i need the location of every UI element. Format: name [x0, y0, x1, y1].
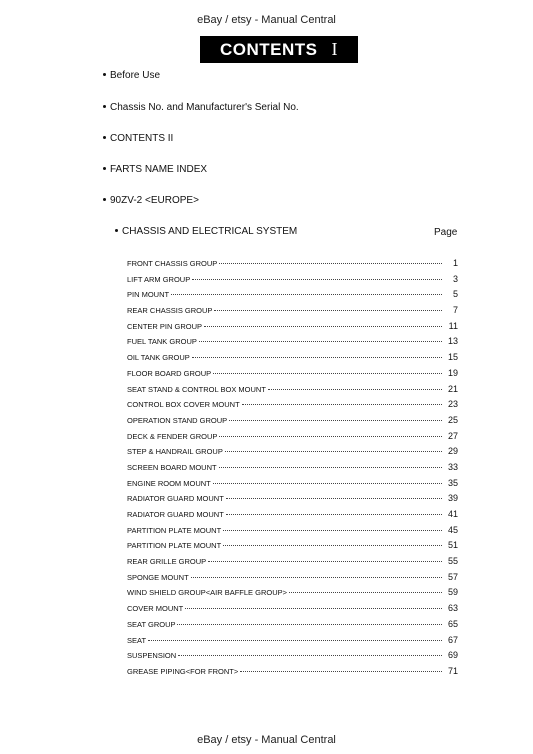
toc-list	[127, 258, 458, 682]
dot-leader	[214, 310, 442, 311]
toc-row[interactable]	[127, 321, 458, 337]
toc-page-number: 13	[447, 336, 458, 347]
toc-entry-name: SCREEN BOARD MOUNT	[127, 462, 217, 472]
toc-page-number: 35	[447, 477, 458, 488]
toc-entry-name: OPERATION STAND GROUP	[127, 415, 228, 425]
toc-row[interactable]	[127, 384, 458, 400]
bullet-contents-ii[interactable]	[103, 133, 173, 144]
dot-leader	[192, 357, 442, 358]
toc-row[interactable]	[127, 540, 458, 556]
bullet-icon	[115, 229, 118, 232]
bullet-label: 90ZV-2 <EUROPE>	[110, 195, 199, 206]
bullet-parts-name-index[interactable]	[103, 164, 207, 175]
toc-page-number: 19	[447, 367, 458, 378]
banner-roman-numeral: I	[331, 39, 338, 59]
bullet-label: FARTS NAME INDEX	[110, 164, 208, 175]
bullet-before-use[interactable]	[103, 70, 160, 81]
toc-row[interactable]	[127, 556, 458, 572]
dot-leader	[192, 279, 442, 280]
watermark-bottom: eBay / etsy - Manual Central	[197, 734, 336, 746]
toc-page-number: 41	[447, 509, 458, 519]
dot-leader	[148, 640, 442, 641]
dot-leader	[191, 577, 442, 578]
dot-leader	[171, 294, 442, 295]
dot-leader	[226, 498, 442, 499]
toc-entry-name: REAR CHASSIS GROUP	[127, 306, 213, 316]
toc-entry-name: WIND SHIELD GROUP<AIR BAFFLE GROUP>	[127, 588, 288, 598]
toc-page-number: 59	[447, 587, 458, 598]
dot-leader	[177, 624, 442, 625]
toc-entry-name: CENTER PIN GROUP	[127, 321, 203, 331]
toc-entry-name: SPONGE MOUNT	[127, 572, 189, 582]
dot-leader	[199, 341, 442, 342]
dot-leader	[219, 467, 442, 468]
bullet-label: Before Use	[110, 70, 161, 81]
toc-row[interactable]	[127, 431, 458, 447]
dot-leader	[204, 326, 442, 327]
bullet-icon	[103, 198, 106, 201]
toc-entry-name: RADIATOR GUARD MOUNT	[127, 510, 224, 519]
toc-page-number: 7	[452, 305, 458, 316]
dot-leader	[213, 483, 442, 484]
bullet-icon	[103, 73, 106, 76]
bullet-label: Chassis No. and Manufacturer's Serial No.	[110, 102, 299, 113]
toc-page-number: 63	[447, 603, 458, 614]
toc-entry-name: PIN MOUNT	[127, 290, 170, 300]
toc-page-number: 67	[447, 634, 458, 645]
dot-leader	[268, 389, 442, 390]
dot-leader	[219, 436, 442, 437]
toc-page-number: 11	[448, 320, 458, 331]
toc-page-number: 51	[447, 540, 458, 551]
dot-leader	[208, 561, 442, 562]
dot-leader	[219, 263, 442, 264]
toc-page-number: 25	[447, 414, 458, 425]
toc-entry-name: RADIATOR GUARD MOUNT	[127, 494, 224, 504]
toc-entry-name: REAR GRILLE GROUP	[127, 557, 207, 567]
bullet-icon	[103, 105, 106, 108]
toc-row[interactable]	[127, 336, 458, 352]
toc-row[interactable]	[127, 446, 458, 462]
toc-entry-name: FRONT CHASSIS GROUP	[127, 259, 218, 268]
dot-leader	[226, 514, 442, 515]
toc-row[interactable]	[127, 635, 458, 651]
toc-row[interactable]	[127, 603, 458, 619]
section-header	[115, 226, 297, 237]
toc-entry-name: COVER MOUNT	[127, 604, 184, 614]
dot-leader	[225, 451, 442, 452]
bullet-icon	[103, 167, 106, 170]
toc-page-number: 27	[447, 430, 458, 441]
toc-page-number: 57	[447, 571, 458, 582]
bullet-label: CONTENTS II	[110, 133, 174, 144]
toc-row[interactable]	[127, 478, 458, 494]
toc-page-number: 5	[452, 289, 458, 300]
toc-entry-name: OIL TANK GROUP	[127, 353, 190, 363]
toc-row[interactable]	[127, 352, 458, 368]
toc-entry-name: CONTROL BOX COVER MOUNT	[127, 400, 240, 410]
bullet-icon	[103, 136, 106, 139]
toc-entry-name: GREASE PIPING<FOR FRONT>	[127, 666, 239, 676]
toc-entry-name: PARTITION PLATE MOUNT	[127, 541, 222, 551]
toc-page-number: 3	[452, 273, 458, 284]
toc-entry-name: SEAT GROUP	[127, 619, 176, 629]
dot-leader	[178, 655, 442, 656]
page-column-label: Page	[434, 227, 458, 238]
toc-row[interactable]	[127, 289, 458, 305]
dot-leader	[240, 671, 442, 672]
toc-page-number: 1	[452, 258, 458, 268]
toc-page-number: 15	[447, 352, 458, 363]
toc-entry-name: STEP & HANDRAIL GROUP	[127, 447, 223, 457]
toc-row[interactable]	[127, 258, 458, 274]
toc-entry-name: PARTITION PLATE MOUNT	[127, 525, 222, 535]
section-title: CHASSIS AND ELECTRICAL SYSTEM	[122, 226, 298, 237]
bullet-chassis-serial[interactable]	[103, 102, 299, 113]
toc-row[interactable]	[127, 525, 458, 541]
toc-row[interactable]	[127, 493, 458, 509]
dot-leader	[229, 420, 442, 421]
toc-row[interactable]	[127, 650, 458, 666]
toc-row[interactable]	[127, 619, 458, 635]
toc-page-number: 39	[447, 493, 458, 504]
toc-row[interactable]	[127, 305, 458, 321]
toc-entry-name: SEAT	[127, 635, 147, 645]
toc-entry-name: ENGINE ROOM MOUNT	[127, 478, 211, 488]
toc-row[interactable]	[127, 587, 458, 603]
dot-leader	[223, 530, 442, 531]
toc-page-number: 23	[447, 399, 458, 410]
toc-page-number: 45	[447, 524, 458, 535]
toc-entry-name: SEAT STAND & CONTROL BOX MOUNT	[127, 384, 266, 394]
dot-leader	[289, 592, 442, 593]
toc-page-number: 29	[447, 446, 458, 457]
toc-entry-name: SUSPENSION	[127, 651, 177, 661]
contents-banner	[200, 36, 358, 63]
toc-page-number: 71	[447, 665, 458, 676]
toc-row[interactable]	[127, 399, 458, 415]
dot-leader	[242, 404, 442, 405]
toc-entry-name: DECK & FENDER GROUP	[127, 431, 218, 441]
toc-page-number: 21	[447, 383, 458, 394]
toc-page-number: 33	[447, 461, 458, 472]
bullet-model-europe[interactable]	[103, 195, 199, 206]
watermark-top: eBay / etsy - Manual Central	[197, 14, 336, 26]
toc-row[interactable]	[127, 415, 458, 431]
toc-row[interactable]	[127, 368, 458, 384]
toc-entry-name: LIFT ARM GROUP	[127, 274, 191, 284]
toc-row[interactable]	[127, 572, 458, 588]
toc-page-number: 55	[447, 556, 458, 567]
toc-entry-name: FLOOR BOARD GROUP	[127, 368, 212, 378]
toc-row[interactable]	[127, 274, 458, 290]
toc-entry-name: FUEL TANK GROUP	[127, 337, 197, 347]
dot-leader	[223, 545, 442, 546]
toc-row[interactable]	[127, 666, 458, 682]
banner-title: CONTENTS	[220, 39, 318, 59]
toc-page-number: 69	[447, 650, 458, 661]
toc-page-number: 65	[447, 618, 458, 629]
dot-leader	[213, 373, 442, 374]
toc-row[interactable]	[127, 509, 458, 525]
toc-row[interactable]	[127, 462, 458, 478]
dot-leader	[185, 608, 442, 609]
